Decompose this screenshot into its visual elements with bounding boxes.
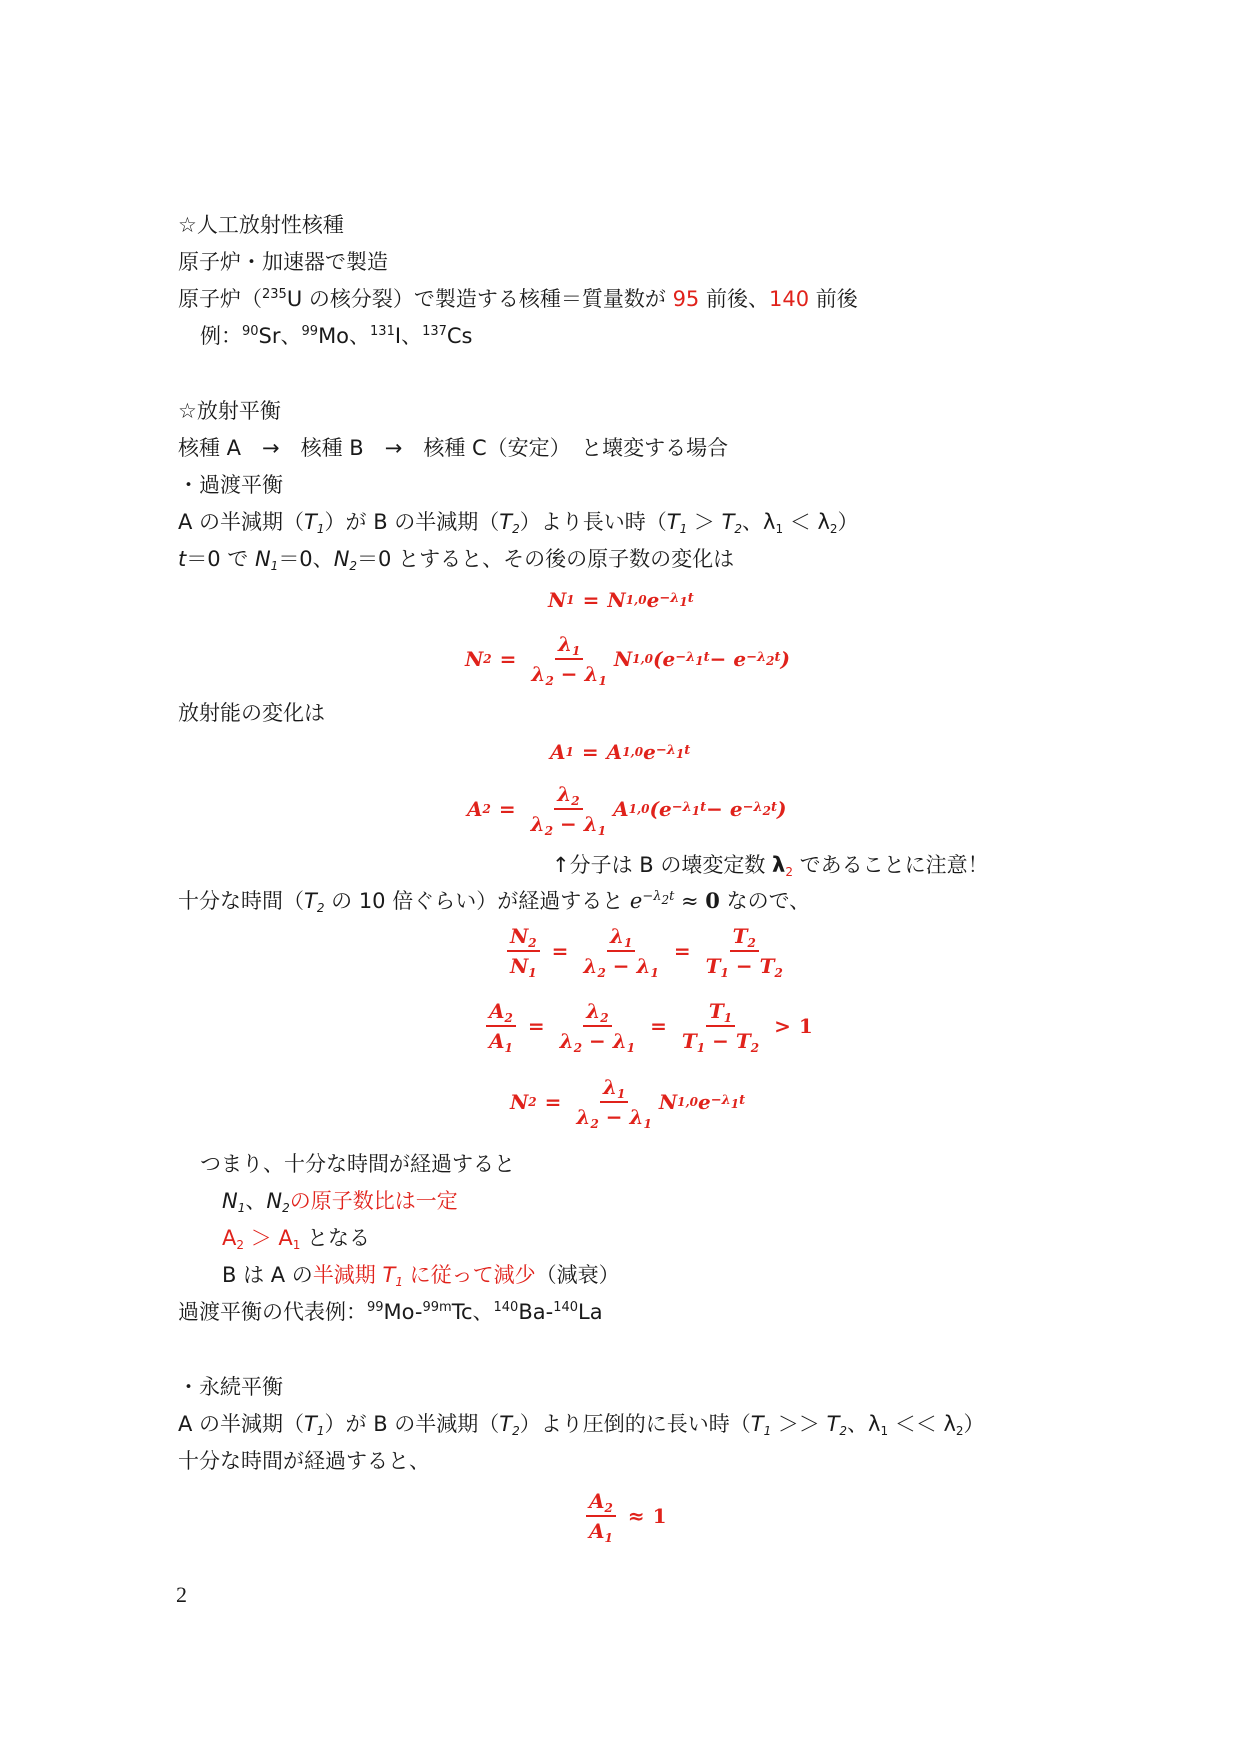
section-title-equilibrium: ☆放射平衡	[178, 399, 281, 423]
equation-n1: N 1 = N 1,0 e $-\lambda_1t$	[548, 588, 694, 612]
equation-n2-longtime: N 2 = $\frac{\lambda_1}{\lambda_2 - \lambda_1}$ N 1,0 e $-\lambda_1t$	[510, 1075, 746, 1131]
secular-long-time: 十分な時間が経過すると、	[178, 1449, 430, 1473]
production-line: 原子炉・加速器で製造	[178, 250, 388, 274]
mass-number-140: 140	[768, 287, 810, 311]
secular-heading: ・永続平衡	[178, 1375, 283, 1399]
fission-examples: 例：$^{90}$Sr、$^{99}$Mo、$^{131}$I、$^{137}$Cs	[200, 324, 473, 348]
initial-condition: t＝0 で $N_1=0$、$N_2=0$ とすると、その後の原子数の変化は	[178, 547, 735, 573]
summary-intro: つまり、十分な時間が経過すると	[200, 1152, 515, 1176]
summary-decay: B は A の半減期 $T_1$ に従って減少（減衰）	[222, 1263, 620, 1289]
secular-condition: A の半減期$(T_1)$が B の半減期$(T_2)$より圧倒的に長い時（$T_1 >> T_2$、$\lambda_1 << \lambda_2$）	[178, 1412, 985, 1438]
equation-ratio-a: $\frac{A_2}{A_1}$ = $\frac{\lambda_2}{\lambda_2 - \lambda_1}$ = $\frac{T_1}{T_1 - T_2}$ > 1	[482, 999, 813, 1053]
decay-chain-line: 核種 A → 核種 B → 核種 C（安定） と壊変する場合	[178, 436, 729, 460]
equation-a2: A 2 = $\frac{\lambda_2}{\lambda_2 - \lambda_1}$ A 1,0 (e $-\lambda_1t$ − e $-\lambda_2t$ )	[467, 782, 787, 838]
equation-secular-ratio: $\frac{A_2}{A_1}$ ≈ 1	[582, 1489, 667, 1543]
summary-activity: $A_2 > A_1$ となる	[222, 1226, 371, 1252]
page-number: 2	[176, 1582, 187, 1607]
equation-n2: N 2 = $\frac{\lambda_1}{\lambda_2 - \lambda_1}$ N 1,0 (e $-\lambda_1t$ − e $-\lambda_2t$ )	[465, 632, 790, 688]
mass-number-95: 95	[672, 287, 700, 311]
activity-intro: 放射能の変化は	[178, 701, 325, 725]
transient-condition: A の半減期$(T_1)$が B の半減期$(T_2)$より長い時（$T_1 > T_2$、$\lambda_1 < \lambda_2$）	[178, 510, 859, 536]
transient-heading: ・過渡平衡	[178, 473, 283, 497]
section-title-artificial: ☆人工放射性核種	[178, 213, 344, 237]
equation-ratio-n: $\frac{N_2}{N_1}$ = $\frac{\lambda_1}{\lambda_2 - \lambda_1}$ = $\frac{T_2}{T_1 - T_2}$	[503, 924, 790, 978]
numerator-note: ↑分子は B の壊変定数 $\lambda_2$ であることに注意！	[552, 853, 989, 879]
summary-ratio: $N_1$、$N_2$の原子数比は一定	[222, 1189, 458, 1215]
fission-line: 原子炉（$^{235}$U の核分裂）で製造する核種＝質量数が 95 前後、140 前後	[178, 287, 858, 311]
long-time-line: 十分な時間（$T_2$ の 10 倍ぐらい）が経過すると $e^{-\lambda_2t} \approx 0$ なので、	[178, 888, 811, 915]
equation-a1: A 1 = A 1,0 e $-\lambda_1t$	[550, 740, 691, 764]
transient-examples: 過渡平衡の代表例：$^{99}$Mo-$^{99m}$Tc、$^{140}$Ba-$^{140}$La	[178, 1300, 603, 1324]
